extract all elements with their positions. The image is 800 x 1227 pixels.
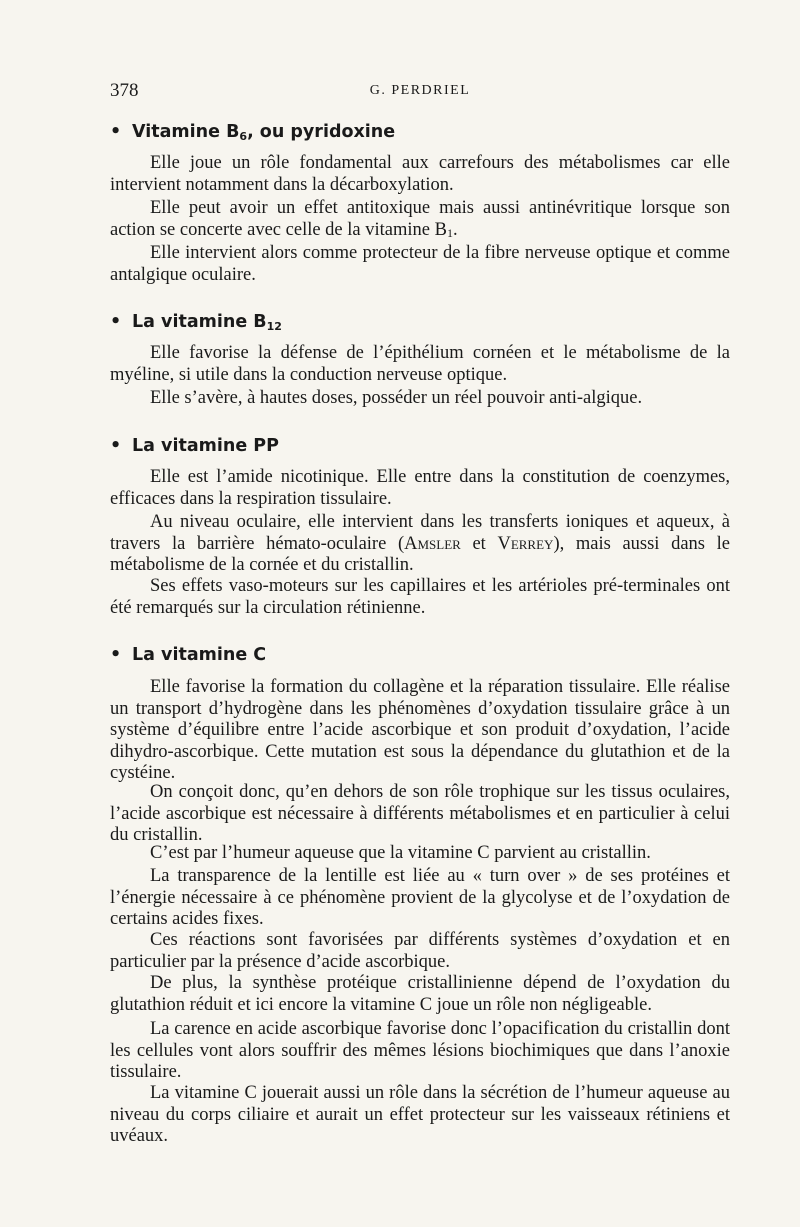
paragraph: La vitamine C jouerait aussi un rôle dans la sécrétion de l’humeur aqueuse au niveau du corps ciliaire et aurait un effet protecteur sur les vaisseaux rétiniens et uvéaux.: [110, 1083, 730, 1147]
paragraph: Elle joue un rôle fondamental aux carrefours des métabolismes car elle intervient notamment dans la décarboxylation.: [110, 153, 730, 195]
paragraph: De plus, la synthèse protéique cristallinienne dépend de l’oxydation du glutathion réduit et ici encore la vitamine C joue un rôle non négligeable.: [110, 973, 730, 1015]
paragraph: On conçoit donc, qu’en dehors de son rôle trophique sur les tissus oculaires, l’acide ascorbique est nécessaire à différents métabolismes et en particulier à celui du cristallin.: [110, 782, 730, 846]
author-name: Amsler: [404, 533, 461, 554]
paragraph: Elle favorise la formation du collagène et la réparation tissulaire. Elle réalise un transport d’hydrogène dans les phénomènes d’oxydation tissulaire grâce à un système d’équilibre entre l’acide ascorbique et son produit d’oxydation, l’acide dihydro-ascorbique. Cette mutation est sous la dépendance du glutathion et de la cystéine.: [110, 677, 730, 784]
bullet: •: [110, 312, 122, 332]
page-number: 378: [110, 80, 139, 101]
running-head-author: G. PERDRIEL: [369, 83, 471, 98]
paragraph: Ces réactions sont favorisées par différents systèmes d’oxydation et en particulier par la présence d’acide ascorbique.: [110, 930, 730, 972]
heading-vitamine-b6: • Vitamine $B_6$, ou pyridoxine: [110, 122, 396, 143]
bullet: •: [110, 436, 122, 456]
heading-vitamine-c: • La vitamine C: [110, 645, 267, 665]
paragraph: Au niveau oculaire, elle intervient dans les transferts ioniques et aqueux, à travers la barrière hémato-oculaire (Amsler et Verrey), mais aussi dans le métabolisme de la cornée et du cristallin.: [110, 512, 730, 576]
bullet: •: [110, 645, 122, 665]
paragraph: Elle est l’amide nicotinique. Elle entre dans la constitution de coenzymes, efficaces dans la respiration tissulaire.: [110, 467, 730, 509]
paragraph: C’est par l’humeur aqueuse que la vitamine C parvient au cristallin.: [150, 843, 651, 863]
paragraph: La transparence de la lentille est liée au « turn over » de ses protéines et l’énergie nécessaire à ce phénomène provient de la glycolyse et de l’oxydation de certains acides fixes.: [110, 866, 730, 930]
running-head: [110, 80, 730, 104]
author-name: Verrey: [497, 533, 554, 554]
bullet: •: [110, 122, 122, 142]
heading-vitamine-b12: • La vitamine $B_{12}$: [110, 312, 282, 333]
paragraph: Elle intervient alors comme protecteur de la fibre nerveuse optique et comme antalgique oculaire.: [110, 243, 730, 285]
paragraph: La carence en acide ascorbique favorise donc l’opacification du cristallin dont les cellules vont alors souffrir des mêmes lésions biochimiques que dans l’anoxie tissulaire.: [110, 1019, 730, 1083]
paragraph: Elle favorise la défense de l’épithélium cornéen et le métabolisme de la myéline, si utile dans la conduction nerveuse optique.: [110, 343, 730, 385]
paragraph: Elle peut avoir un effet antitoxique mais aussi antinévritique lorsque son action se concerte avec celle de la vitamine $B_1$.: [110, 198, 730, 240]
paragraph: Ses effets vaso-moteurs sur les capillaires et les artérioles pré-terminales ont été remarqués sur la circulation rétinienne.: [110, 576, 730, 618]
heading-vitamine-pp: • La vitamine PP: [110, 436, 279, 456]
paragraph: Elle s’avère, à hautes doses, posséder un réel pouvoir anti-algique.: [150, 388, 643, 408]
